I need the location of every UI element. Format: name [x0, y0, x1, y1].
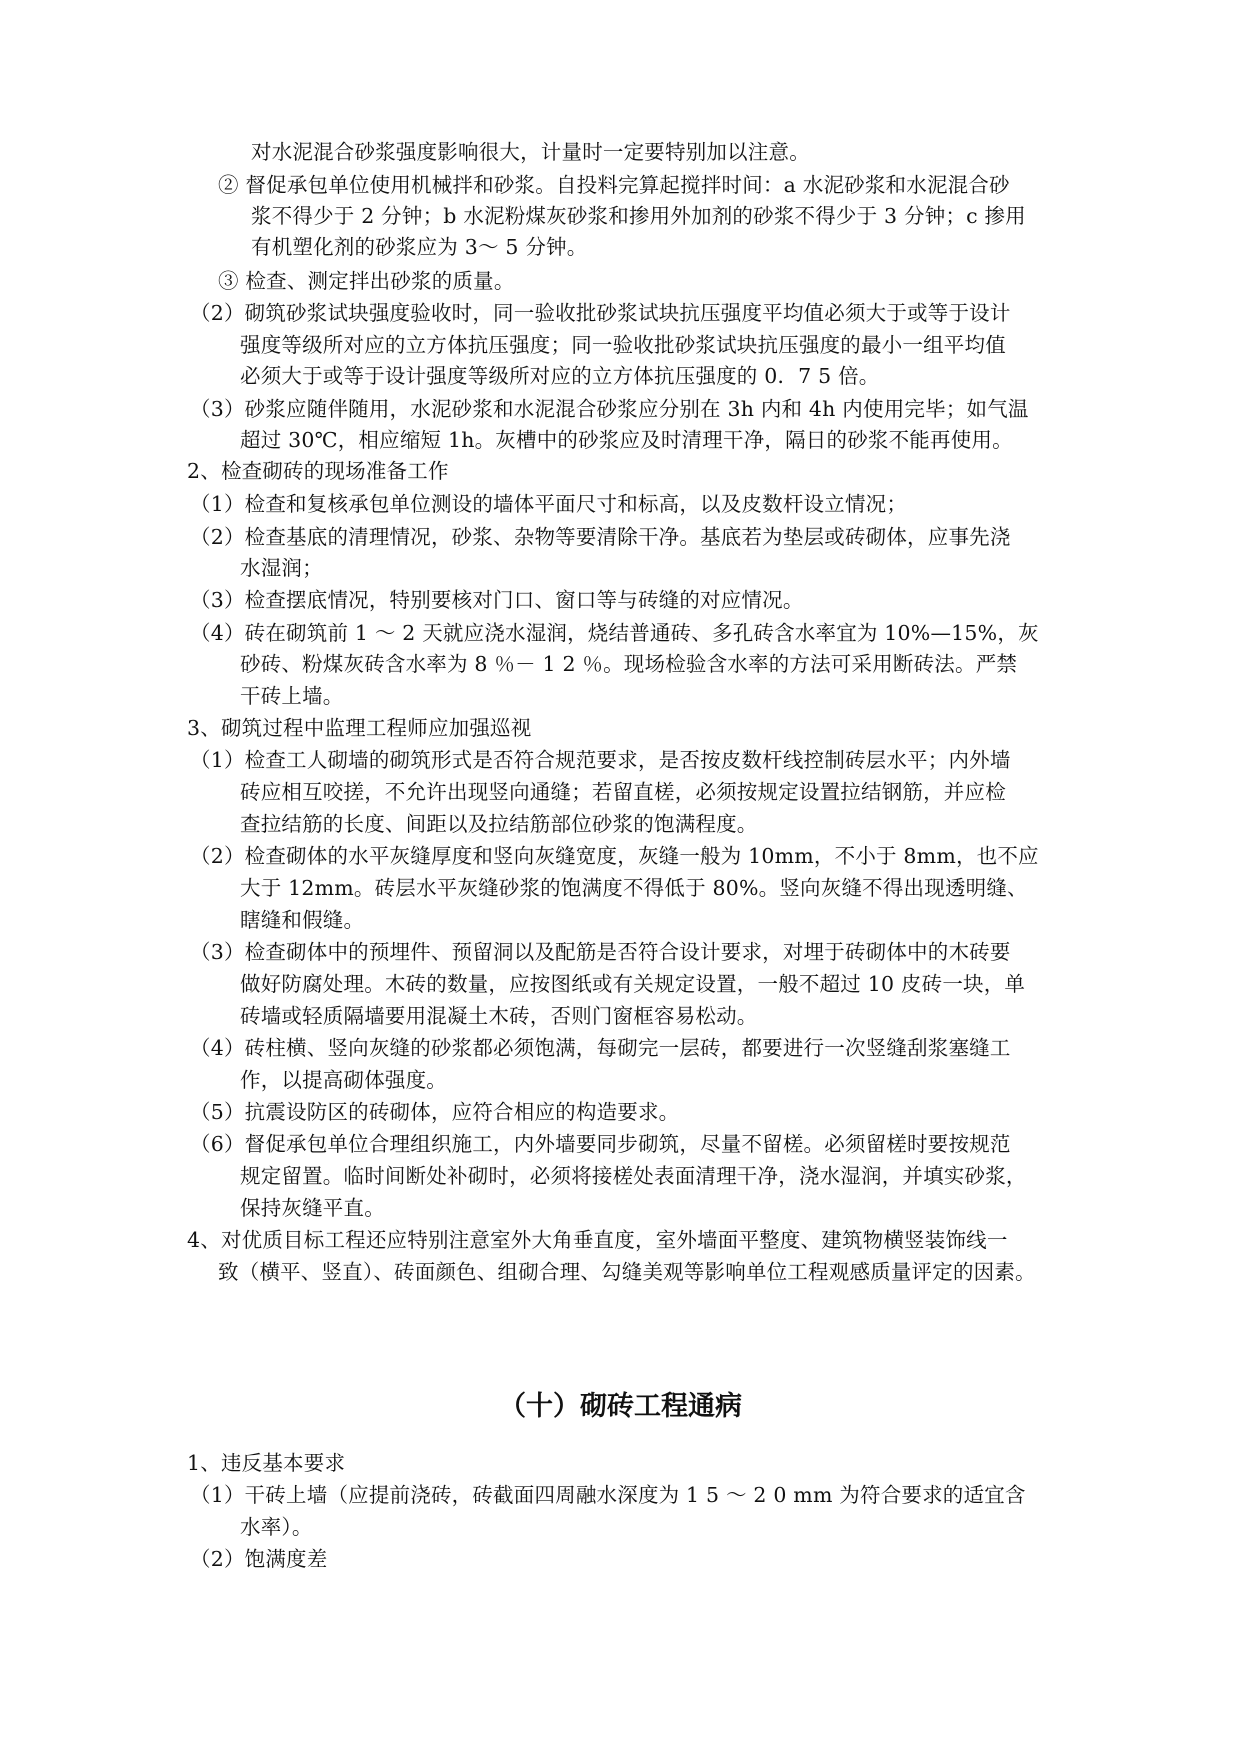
list-item: （1）检查和复核承包单位测设的墙体平面尺寸和标高，以及皮数杆设立情况；	[190, 492, 908, 516]
list-item: （4）砖柱横、竖向灰缝的砂浆都必须饱满，每砌完一层砖，都要进行一次竖缝刮浆塞缝工	[190, 1036, 1011, 1060]
list-heading: 2、检查砌砖的现场准备工作	[187, 459, 449, 483]
text-line: 对水泥混合砂浆强度影响很大，计量时一定要特别加以注意。	[251, 140, 810, 164]
text-line: 作，以提高砌体强度。	[240, 1068, 447, 1092]
text-line: 水湿润；	[240, 556, 323, 580]
text-line: 致（横平、竖直）、砖面颜色、组砌合理、勾缝美观等影响单位工程观感质量评定的因素。	[218, 1260, 1036, 1284]
list-item: ② 督促承包单位使用机械拌和砂浆。自投料完算起搅拌时间：a 水泥砂浆和水泥混合砂	[218, 173, 1010, 197]
text-line: 砖墙或轻质隔墙要用混凝土木砖，否则门窗框容易松动。	[240, 1004, 758, 1028]
text-line: 强度等级所对应的立方体抗压强度；同一验收批砂浆试块抗压强度的最小一组平均值	[240, 333, 1006, 357]
list-heading: 3、砌筑过程中监理工程师应加强巡视	[187, 716, 532, 740]
text-line: 大于 12mm。砖层水平灰缝砂浆的饱满度不得低于 80%。竖向灰缝不得出现透明缝、	[240, 876, 1028, 900]
section-title: （十）砌砖工程通病	[499, 1391, 742, 1422]
text-line: 水率）。	[240, 1515, 313, 1539]
list-item: （2）砌筑砂浆试块强度验收时，同一验收批砂浆试块抗压强度平均值必须大于或等于设计	[190, 301, 1011, 325]
text-line: 做好防腐处理。木砖的数量，应按图纸或有关规定设置，一般不超过 10 皮砖一块，单	[240, 972, 1026, 996]
list-item: （5）抗震设防区的砖砌体，应符合相应的构造要求。	[190, 1100, 680, 1124]
list-item: （1）检查工人砌墙的砌筑形式是否符合规范要求，是否按皮数杆线控制砖层水平；内外墙	[190, 748, 1011, 772]
text-line: 砂砖、粉煤灰砖含水率为 8 ％－ 1 2 ％。现场检验含水率的方法可采用断砖法。严禁	[240, 652, 1018, 676]
list-item: ③ 检查、测定拌出砂浆的质量。	[218, 269, 515, 293]
list-item: （2）检查基底的清理情况，砂浆、杂物等要清除干净。基底若为垫层或砖砌体，应事先浇	[190, 525, 1011, 549]
list-item: （4）砖在砌筑前 1 ～ 2 天就应浇水湿润，烧结普通砖、多孔砖含水率宜为 10%—15%，灰	[190, 621, 1039, 645]
list-item: （2）饱满度差	[190, 1547, 328, 1571]
text-line: 保持灰缝平直。	[240, 1196, 385, 1220]
text-line: 瞎缝和假缝。	[240, 908, 365, 932]
list-item: （3）砂浆应随伴随用，水泥砂浆和水泥混合砂浆应分别在 3h 内和 4h 内使用完毕；如气温	[190, 397, 1029, 421]
list-item: （2）检查砌体的水平灰缝厚度和竖向灰缝宽度，灰缝一般为 10mm，不小于 8mm，也不应	[190, 844, 1039, 868]
list-item: （1）干砖上墙（应提前浇砖，砖截面四周融水深度为 1 5 ～ 2 0 mm 为符合要求的适宜含	[190, 1483, 1026, 1507]
list-item: （3）检查摆底情况，特别要核对门口、窗口等与砖缝的对应情况。	[190, 588, 804, 612]
text-line: 干砖上墙。	[240, 684, 344, 708]
text-line: 浆不得少于 2 分钟；b 水泥粉煤灰砂浆和掺用外加剂的砂浆不得少于 3 分钟；c 掺用	[251, 204, 1026, 228]
list-item: （3）检查砌体中的预埋件、预留洞以及配筋是否符合设计要求，对埋于砖砌体中的木砖要	[190, 940, 1011, 964]
list-item: （6）督促承包单位合理组织施工，内外墙要同步砌筑，尽量不留槎。必须留槎时要按规范	[190, 1132, 1011, 1156]
text-line: 有机塑化剂的砂浆应为 3～ 5 分钟。	[251, 235, 588, 259]
list-heading: 4、对优质目标工程还应特别注意室外大角垂直度，室外墙面平整度、建筑物横竖装饰线一	[187, 1228, 1008, 1252]
text-line: 查拉结筋的长度、间距以及拉结筋部位砂浆的饱满程度。	[240, 812, 758, 836]
text-line: 超过 30℃，相应缩短 1h。灰槽中的砂浆应及时清理干净，隔日的砂浆不能再使用。	[240, 428, 1013, 452]
text-line: 必须大于或等于设计强度等级所对应的立方体抗压强度的 0．7 5 倍。	[240, 364, 880, 388]
list-heading: 1、违反基本要求	[187, 1451, 346, 1475]
text-line: 规定留置。临时间断处补砌时，必须将接槎处表面清理干净，浇水湿润，并填实砂浆，	[240, 1164, 1027, 1188]
text-line: 砖应相互咬搓，不允许出现竖向通缝；若留直槎，必须按规定设置拉结钢筋，并应检	[240, 780, 1006, 804]
